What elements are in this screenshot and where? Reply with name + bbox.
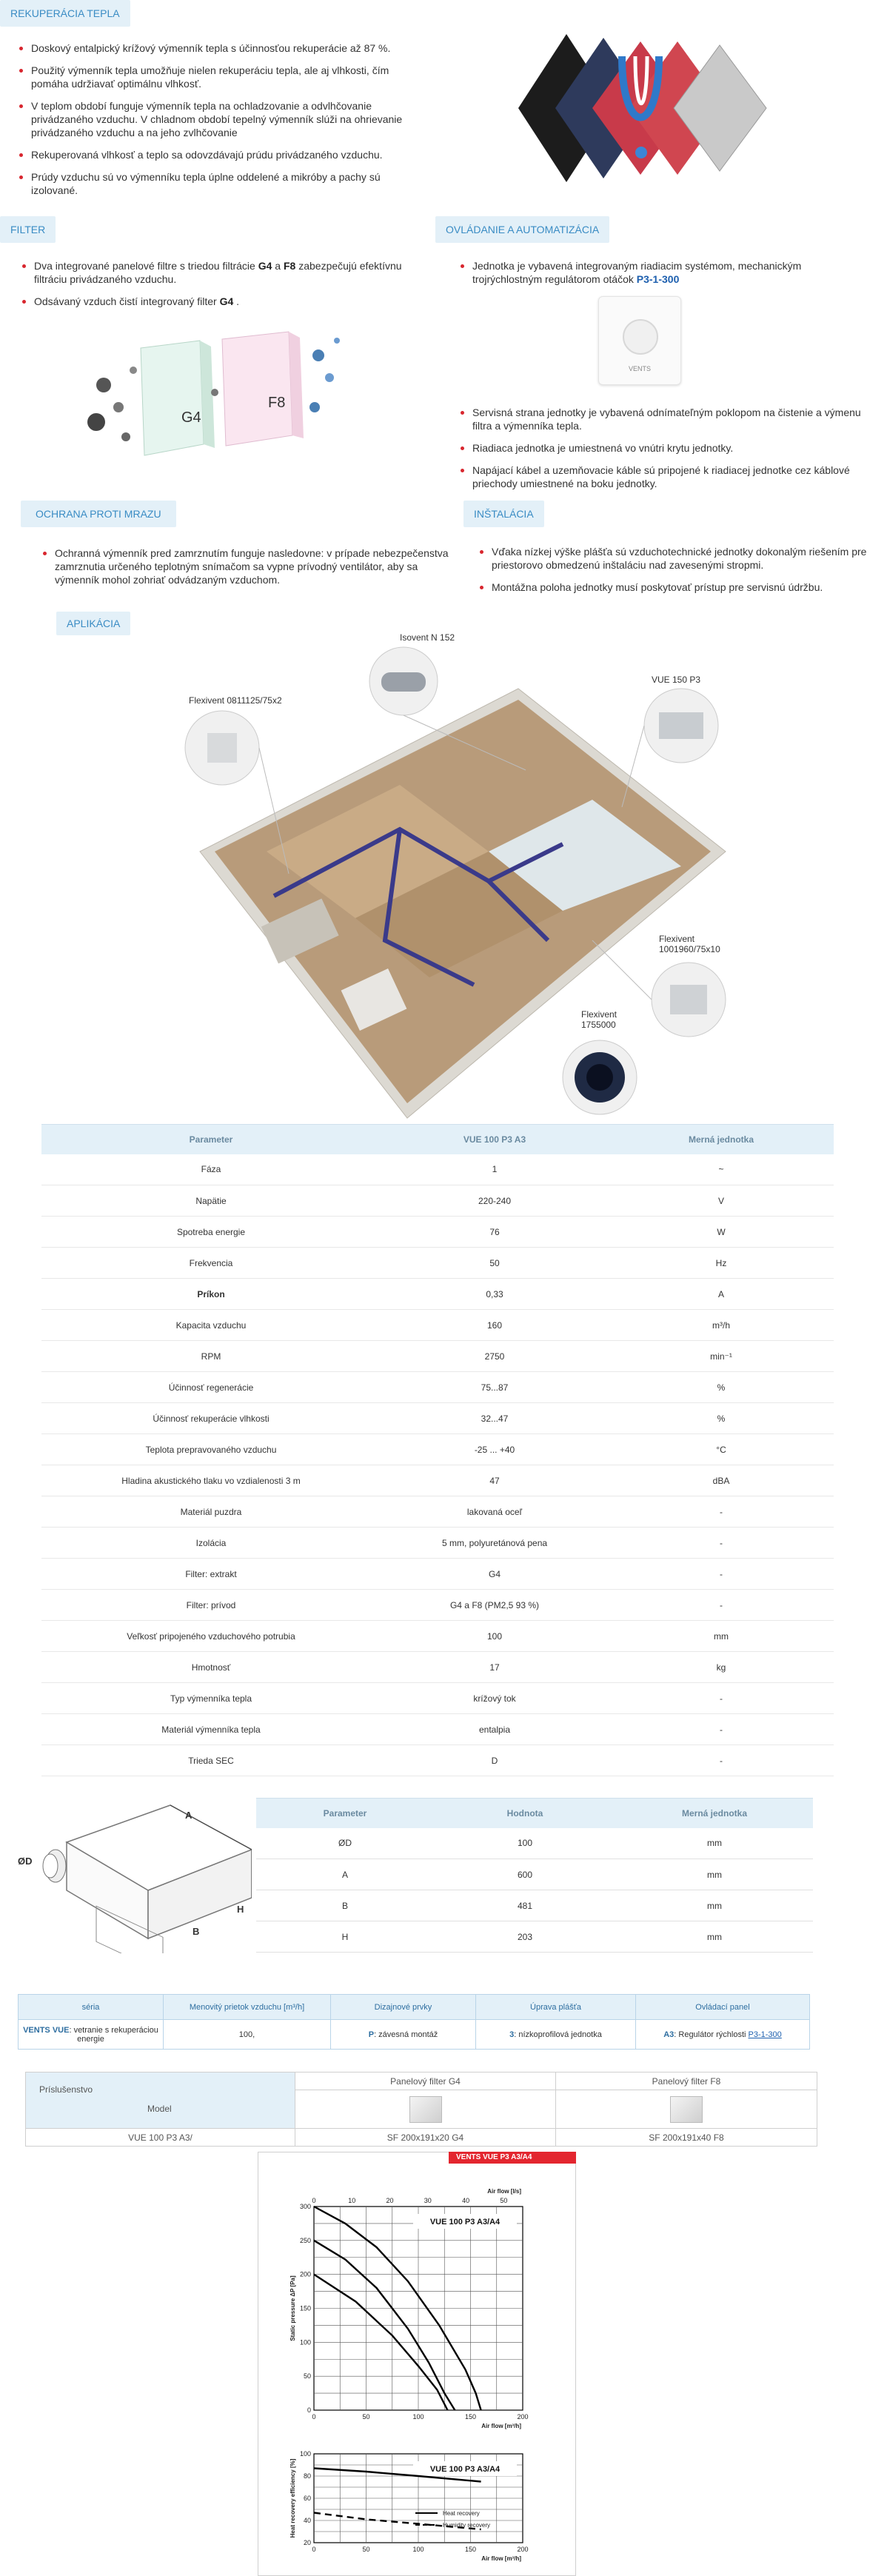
unit-cell: -: [609, 1590, 834, 1621]
x2-tick-label: 40: [462, 2197, 470, 2204]
dim-label-a: A: [185, 1810, 193, 1821]
table-row: [256, 1828, 813, 1859]
y-tick-label: 20: [303, 2539, 311, 2546]
controller-link[interactable]: P3-1-300: [636, 273, 680, 285]
param-cell: A: [256, 1859, 434, 1890]
list-item: [21, 295, 435, 308]
x-tick-label: 100: [412, 2546, 424, 2553]
chart-title: VUE 100 P3 A3/A4: [429, 2218, 501, 2227]
list-item: Napájací kábel a uzemňovacie káble sú pripojené k riadiacej jednotke cez káblové priechody umiestnené na boku jednotky.: [459, 464, 874, 490]
table-row: [41, 1559, 834, 1590]
unit-cell: min⁻¹: [609, 1341, 834, 1372]
table-row: [41, 1310, 834, 1341]
header-unit: Merná jednotka: [609, 1125, 834, 1154]
table-header-row: [41, 1125, 834, 1154]
value-cell: krížový tok: [381, 1683, 609, 1714]
value-cell: entalpia: [381, 1714, 609, 1745]
list-item: [459, 259, 859, 286]
y-tick-label: 80: [303, 2472, 311, 2480]
x-tick-label: 100: [412, 2413, 424, 2421]
text: zabezpečujú efektívnu filtráciu privádzaného vzduchu.: [34, 260, 402, 285]
unit-cell: -: [609, 1559, 834, 1590]
section-title-control: OVLÁDANIE A AUTOMATIZÁCIA: [435, 216, 609, 243]
param-cell: Materiál puzdra: [41, 1496, 381, 1528]
text: 3: [509, 2030, 515, 2039]
table-header-row: [19, 1995, 810, 2020]
value-cell: 160: [381, 1310, 609, 1341]
param-cell: Príkon: [41, 1279, 381, 1310]
label-flexivent-1: Flexivent 0811125/75x2: [189, 695, 282, 706]
value-cell: 1: [381, 1154, 609, 1185]
value-cell: 2750: [381, 1341, 609, 1372]
param-cell: Typ výmenníka tepla: [41, 1683, 381, 1714]
x-tick-label: 200: [517, 2413, 529, 2421]
x-tick-label: 150: [464, 2413, 477, 2421]
table-row: [41, 1745, 834, 1776]
value-cell: 32...47: [381, 1403, 609, 1434]
accessories-title-cell: [26, 2072, 295, 2129]
table-row: [41, 1248, 834, 1279]
legend-label: Humidity recovery: [443, 2522, 491, 2529]
table-row: [41, 1465, 834, 1496]
header-value: Hodnota: [434, 1799, 616, 1828]
unit-cell: -: [609, 1745, 834, 1776]
unit-cell: -: [609, 1714, 834, 1745]
value-cell: G4 a F8 (PM2,5 93 %): [381, 1590, 609, 1621]
unit-cell: kg: [609, 1652, 834, 1683]
param-cell: Hmotnosť: [41, 1652, 381, 1683]
cell-casing: [476, 2020, 636, 2050]
dimensions-table: [256, 1798, 813, 1953]
list-item: Montážna poloha jednotky musí poskytovať prístup pre servisnú údržbu.: [478, 581, 878, 594]
unit-cell: m³/h: [609, 1310, 834, 1341]
param-cell: Účinnosť regenerácie: [41, 1372, 381, 1403]
list-item: V teplom období funguje výmenník tepla na ochladzovanie a odvlhčovanie privádzaného vzduchu. V chladnom období tepelný výmenník slúži na ohrievanie privádzaného vzduchu a na jeho zvlhčovanie: [18, 99, 418, 139]
dim-label-h: H: [237, 1904, 244, 1915]
unit-cell: -: [609, 1528, 834, 1559]
list-item: Rekuperovaná vlhkosť a teplo sa odovzdávajú prúdu privádzaného vzduchu.: [18, 148, 418, 161]
value-cell: 203: [434, 1921, 616, 1953]
y-tick-label: 40: [303, 2517, 311, 2524]
header-model: VUE 100 P3 A3: [381, 1125, 609, 1154]
header-parameter: Parameter: [256, 1799, 434, 1828]
param-cell: H: [256, 1921, 434, 1953]
table-row: [26, 2129, 817, 2147]
param-cell: Frekvencia: [41, 1248, 381, 1279]
param-cell: Napätie: [41, 1185, 381, 1217]
unit-cell: mm: [616, 1828, 813, 1859]
header-unit: Merná jednotka: [616, 1799, 813, 1828]
param-cell: Teplota prepravovaného vzduchu: [41, 1434, 381, 1465]
x-axis-label: Air flow [m³/h]: [481, 2423, 521, 2429]
x2-axis-label: Air flow [l/s]: [487, 2188, 521, 2195]
accessories-title: Príslušenstvo: [39, 2084, 93, 2095]
table-row: [256, 1890, 813, 1921]
model-label: Model: [147, 2104, 172, 2114]
unit-cell: %: [609, 1372, 834, 1403]
unit-cell: A: [609, 1279, 834, 1310]
table-row: [41, 1434, 834, 1465]
dimension-drawing: [15, 1790, 252, 1953]
x-tick-label: 150: [464, 2546, 477, 2553]
y-tick-label: 60: [303, 2495, 311, 2502]
table-row: [41, 1217, 834, 1248]
value-cell: 50: [381, 1248, 609, 1279]
control-list-top: [459, 259, 859, 295]
value-cell: 76: [381, 1217, 609, 1248]
table-row: [41, 1496, 834, 1528]
unit-cell: Hz: [609, 1248, 834, 1279]
text: P: [368, 2030, 375, 2039]
heat-recovery-list: [18, 41, 418, 206]
unit-cell: V: [609, 1185, 834, 1217]
filters-illustration: [74, 326, 355, 474]
param-cell: Materiál výmenníka tepla: [41, 1714, 381, 1745]
y-tick-label: 150: [299, 2304, 311, 2312]
list-item: Ochranná výmenník pred zamrznutím funguje nasledovne: v prípade nebezpečenstva zamrznutia určeného teplotným snímačom sa vypne prívodný ventilátor, aby sa výmenník mohol zohriať odvádzaným vzduchom.: [41, 546, 456, 586]
accessories-value-f8: SF 200x191x40 F8: [556, 2129, 817, 2147]
value-cell: -25 ... +40: [381, 1434, 609, 1465]
label-flexivent-3b: 1755000: [581, 1020, 616, 1030]
param-cell: Veľkosť pripojeného vzduchového potrubia: [41, 1621, 381, 1652]
section-title-frost: OCHRANA PROTI MRAZU: [21, 501, 176, 527]
list-item: Vďaka nízkej výške plášťa sú vzduchotechnické jednotky dokonalým riešením pre priestorovo obmedzenú inštaláciu nad zavesenými stropmi.: [478, 545, 878, 572]
table-row: [256, 1859, 813, 1890]
y-tick-label: 100: [299, 2338, 311, 2346]
x-tick-label: 0: [312, 2546, 316, 2553]
table-row: [26, 2072, 817, 2090]
table-row: [256, 1921, 813, 1953]
installation-list: [478, 545, 878, 603]
table-row: [41, 1714, 834, 1745]
list-item: Riadiaca jednotka je umiestnená vo vnútri krytu jednotky.: [459, 441, 874, 455]
filter-label-f8: F8: [268, 395, 286, 411]
performance-charts: [258, 2164, 576, 2576]
dim-label-d: ØD: [18, 1856, 33, 1867]
accessories-value-g4: SF 200x191x20 G4: [295, 2129, 556, 2147]
text: a: [272, 260, 284, 272]
unit-cell: °C: [609, 1434, 834, 1465]
cell-flow: 100,: [164, 2020, 331, 2050]
y-tick-label: 300: [299, 2203, 311, 2210]
frost-list: [41, 546, 456, 595]
x2-tick-label: 0: [312, 2197, 316, 2204]
unit-cell: mm: [609, 1621, 834, 1652]
value-cell: 100: [381, 1621, 609, 1652]
table-row: [41, 1683, 834, 1714]
unit-cell: mm: [616, 1921, 813, 1953]
value-cell: lakovaná oceľ: [381, 1496, 609, 1528]
x-tick-label: 50: [362, 2413, 370, 2421]
header-parameter: Parameter: [41, 1125, 381, 1154]
table-row: [19, 2020, 810, 2050]
value-cell: 5 mm, polyuretánová pena: [381, 1528, 609, 1559]
label-flexivent-2b: 1001960/75x10: [659, 944, 720, 954]
legend-label: Heat recovery: [443, 2510, 480, 2517]
controller-image: [598, 296, 681, 385]
x2-tick-label: 30: [424, 2197, 432, 2204]
header-panel: Ovládací panel: [636, 1995, 810, 2020]
table-row: [41, 1590, 834, 1621]
text: : vetranie s rekuperáciou energie: [69, 2025, 158, 2044]
header-design: Dizajnové prvky: [331, 1995, 476, 2020]
label-flexivent-2a: Flexivent: [659, 934, 695, 944]
param-cell: Účinnosť rekuperácie vlhkosti: [41, 1403, 381, 1434]
table-row: [41, 1341, 834, 1372]
param-cell: Kapacita vzduchu: [41, 1310, 381, 1341]
y-tick-label: 100: [299, 2450, 311, 2458]
x-tick-label: 200: [517, 2546, 529, 2553]
section-title-application: APLIKÁCIA: [56, 612, 130, 635]
text-g4: G4: [219, 295, 234, 307]
chart-title: VUE 100 P3 A3/A4: [429, 2465, 501, 2474]
label-isovent: Isovent N 152: [400, 632, 455, 643]
panel-link[interactable]: P3-1-300: [748, 2030, 782, 2039]
table-header-row: [256, 1799, 813, 1828]
section-title-heat-recovery: REKUPERÁCIA TEPLA: [0, 0, 130, 27]
param-cell: Filter: prívod: [41, 1590, 381, 1621]
filter-f8-image: [670, 2096, 703, 2123]
filter-g4-image: [409, 2096, 442, 2123]
value-cell: D: [381, 1745, 609, 1776]
filter-list: [21, 259, 435, 317]
text: .: [233, 295, 240, 307]
text: : nízkoprofilová jednotka: [514, 2030, 602, 2039]
unit-cell: W: [609, 1217, 834, 1248]
x-axis-label: Air flow [m³/h]: [481, 2555, 521, 2562]
x-tick-label: 0: [312, 2413, 316, 2421]
param-cell: Izolácia: [41, 1528, 381, 1559]
value-cell: 100: [434, 1828, 616, 1859]
cell-design: [331, 2020, 476, 2050]
label-vue: VUE 150 P3: [652, 675, 701, 685]
section-title-filter: FILTER: [0, 216, 56, 243]
table-row: [41, 1185, 834, 1217]
x-tick-label: 50: [362, 2546, 370, 2553]
heat-exchanger-illustration: [511, 27, 777, 190]
y-axis-label: Static pressure ΔP [Pa]: [289, 2275, 296, 2341]
y-axis-label: Heat recovery efficiency [%]: [289, 2458, 296, 2538]
text-f8: F8: [283, 260, 296, 272]
text: A3: [663, 2030, 675, 2039]
unit-cell: -: [609, 1683, 834, 1714]
cell-series: [19, 2020, 164, 2050]
table-row: [41, 1621, 834, 1652]
filter-label-g4: G4: [181, 409, 201, 426]
x2-tick-label: 50: [500, 2197, 508, 2204]
value-cell: 75...87: [381, 1372, 609, 1403]
table-row: [41, 1154, 834, 1185]
knob-icon: [623, 319, 658, 355]
param-cell: Hladina akustického tlaku vo vzdialenosti 3 m: [41, 1465, 381, 1496]
value-cell: 0,33: [381, 1279, 609, 1310]
accessories-model: VUE 100 P3 A3/: [26, 2129, 295, 2147]
param-cell: ØD: [256, 1828, 434, 1859]
controller-brand: VENTS: [628, 365, 651, 372]
value-cell: 220-240: [381, 1185, 609, 1217]
text: VENTS VUE: [23, 2025, 70, 2035]
y-tick-label: 250: [299, 2236, 311, 2244]
spec-table: [41, 1124, 834, 1776]
unit-cell: dBA: [609, 1465, 834, 1496]
unit-cell: mm: [616, 1859, 813, 1890]
chart-header-badge: VENTS VUE P3 A3/A4: [449, 2152, 576, 2164]
x2-tick-label: 10: [348, 2197, 356, 2204]
param-cell: Filter: extrakt: [41, 1559, 381, 1590]
value-cell: 47: [381, 1465, 609, 1496]
list-item: Prúdy vzduchu sú vo výmenníku tepla úplne oddelené a mikróby a pachy sú izolované.: [18, 170, 418, 197]
x2-tick-label: 20: [386, 2197, 394, 2204]
unit-cell: mm: [616, 1890, 813, 1921]
y-tick-label: 200: [299, 2270, 311, 2278]
table-row: [41, 1528, 834, 1559]
order-code-table: [18, 1994, 810, 2050]
text: Dva integrované panelové filtre s triedou filtrácie: [34, 260, 258, 272]
value-cell: G4: [381, 1559, 609, 1590]
accessories-table: [25, 2072, 817, 2147]
table-row: [41, 1652, 834, 1683]
text: Jednotka je vybavená integrovaným riadiacim systémom, mechanickým trojrýchlostným regulátorom otáčok: [472, 260, 802, 285]
label-flexivent-3a: Flexivent: [581, 1009, 617, 1020]
header-series: séria: [19, 1995, 164, 2020]
table-row: [41, 1372, 834, 1403]
y-tick-label: 0: [307, 2406, 311, 2414]
param-cell: RPM: [41, 1341, 381, 1372]
value-cell: 600: [434, 1859, 616, 1890]
list-item: Použitý výmenník tepla umožňuje nielen rekuperáciu tepla, ale aj vlhkosti, čím pomáha udržiavať optimálnu vlhkosť.: [18, 64, 418, 90]
list-item: Doskový entalpický krížový výmenník tepla s účinnosťou rekuperácie až 87 %.: [18, 41, 418, 55]
text: : Regulátor rýchlosti: [674, 2030, 749, 2039]
unit-cell: %: [609, 1403, 834, 1434]
text: Odsávaný vzduch čistí integrovaný filter: [34, 295, 220, 307]
header-flow: Menovitý prietok vzduchu [m³/h]: [164, 1995, 331, 2020]
param-cell: B: [256, 1890, 434, 1921]
unit-cell: ~: [609, 1154, 834, 1185]
header-casing: Úprava plášťa: [476, 1995, 636, 2020]
cell-panel: [636, 2020, 810, 2050]
list-item: [21, 259, 435, 286]
param-cell: Fáza: [41, 1154, 381, 1185]
application-illustration: [178, 629, 740, 1125]
value-cell: 17: [381, 1652, 609, 1683]
text-g4: G4: [258, 260, 272, 272]
y-tick-label: 50: [303, 2372, 311, 2381]
param-cell: Trieda SEC: [41, 1745, 381, 1776]
col-header-f8: Panelový filter F8: [556, 2072, 817, 2090]
filter-f8-image-cell: [556, 2090, 817, 2129]
col-header-g4: Panelový filter G4: [295, 2072, 556, 2090]
dim-label-b: B: [193, 1926, 200, 1937]
text: : závesná montáž: [374, 2030, 438, 2039]
filter-g4-image-cell: [295, 2090, 556, 2129]
unit-cell: -: [609, 1496, 834, 1528]
table-row: [41, 1279, 834, 1310]
table-row: [41, 1403, 834, 1434]
param-cell: Spotreba energie: [41, 1217, 381, 1248]
value-cell: 481: [434, 1890, 616, 1921]
list-item: Servisná strana jednotky je vybavená odnímateľným poklopom na čistenie a výmenu filtra a výmenníka tepla.: [459, 406, 874, 432]
control-list-bottom: [459, 406, 874, 499]
section-title-installation: INŠTALÁCIA: [463, 501, 544, 527]
